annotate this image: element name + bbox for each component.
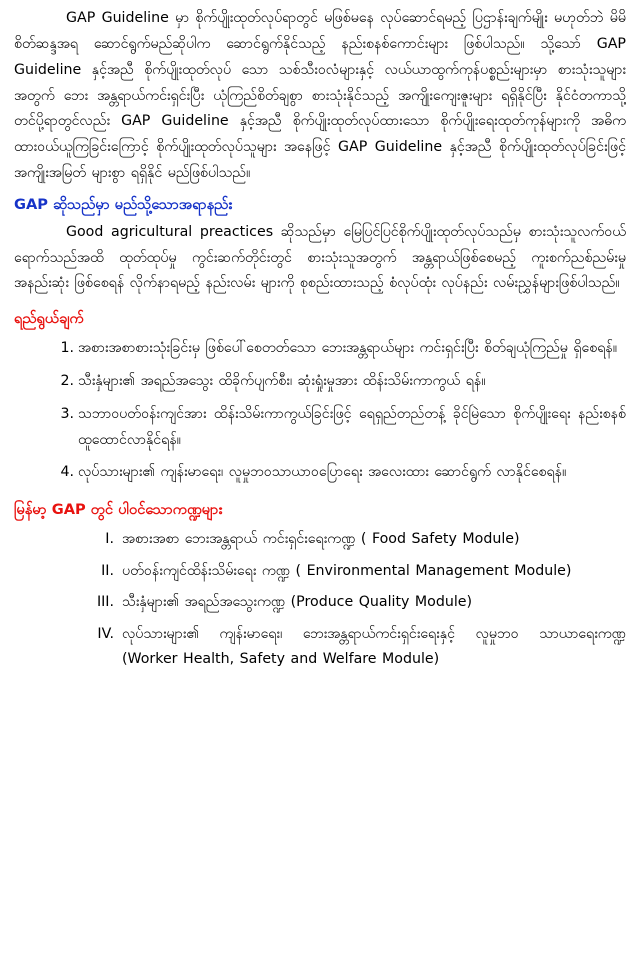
list-marker: 2. xyxy=(60,372,74,389)
section-heading-gap-meaning: GAP ဆိုသည်မှာ မည်သို့သောအရာနည်း xyxy=(14,195,232,213)
list-marker: IV. xyxy=(97,625,114,642)
list-marker: I. xyxy=(105,531,114,548)
list-item xyxy=(14,527,626,553)
intro-paragraph: GAP Guideline မှာ စိုက်ပျိုးထုတ်လုပ်ရာတွင် မဖြစ်မနေ လုပ်ဆောင်ရမည့် ပြဌာန်းချက်မျိုး မဟုတ်ဘဲ မိမိစိတ်ဆန္ဒအရ ဆောင်ရွက်မည်ဆိုပါက ဆောင်ရွက်နိုင်သည့် နည်းစနစ်ကောင်းများ ဖြစ်ပါသည်။ သို့သော် GAP Guideline နှင့်အညီ စိုက်ပျိုးထုတ်လုပ် သော သစ်သီးဝလံများနှင့် လယ်ယာထွက်ကုန်ပစ္စည်းများမှာ စားသုံးသူများအတွက် ဘေး အန္တရာယ်ကင်းရှင်းပြီး ယုံကြည်စိတ်ချစွာ စားသုံးနိုင်သည့် အကျိုးကျေးဇူးများ ရရှိနိုင်ပြီး နိုင်ငံတကာသို့ တင်ပို့ရာတွင်လည်း GAP Guideline နှင့်အညီ စိုက်ပျိုးထုတ်လုပ်ထားသော စိုက်ပျိုးရေးထုတ်ကုန်များကို အဓိကထားဝယ်ယူကြခြင်းကြောင့် စိုက်ပျိုးထုတ်လုပ်သူများ အနေဖြင့် GAP Guideline နှင့်အညီ စိုက်ပျိုးထုတ်လုပ်ခြင်းဖြင့် အကျိုးအမြတ် များစွာ ရရှိနိုင် မည်ဖြစ်ပါသည်။ xyxy=(14,10,626,182)
list-item-text: သီးနှံများ၏ အရည်အသွေးကဏ္ဍ (Produce Quality Module) xyxy=(122,594,473,611)
list-item xyxy=(14,402,626,454)
list-marker: II. xyxy=(101,562,114,579)
objectives-list xyxy=(14,336,626,486)
list-item-text: သဘာဝပတ်ဝန်းကျင်အား ထိန်းသိမ်းကာကွယ်ခြင်းဖြင့် ရေရှည်တည်တန့် ခိုင်မြဲသော စိုက်ပျိုးရေး နည်းစနစ် ထူထောင်လာနိုင်ရန်။ xyxy=(78,405,626,448)
list-marker: 1. xyxy=(60,340,74,357)
section-heading-modules: မြန်မာ့ GAP တွင် ပါဝင်သောကဏ္ဍများ xyxy=(14,501,223,519)
list-marker: 4. xyxy=(60,464,74,481)
list-item xyxy=(14,369,626,395)
list-marker: 3. xyxy=(60,405,74,422)
list-item xyxy=(14,336,626,362)
modules-list xyxy=(14,527,626,673)
list-item xyxy=(14,590,626,616)
list-item-text: သီးနှံများ၏ အရည်အသွေး ထိခိုက်ပျက်စီး၊ ဆုံးရှုံးမှုအား ထိန်းသိမ်းကာကွယ် ရန်။ xyxy=(78,372,486,389)
list-item-text: အစားအစာစားသုံးခြင်းမှ ဖြစ်ပေါ်စေတတ်သော ဘေးအန္တရာယ်များ ကင်းရှင်းပြီး စိတ်ချယုံကြည်မှု ရှိစေရန်။ xyxy=(78,340,618,357)
section-heading-objectives: ရည်ရွယ်ချက် xyxy=(14,310,84,328)
list-item xyxy=(14,559,626,585)
list-item xyxy=(14,460,626,486)
list-item-text: အစားအစာ ဘေးအန္တရာယ် ကင်းရှင်းရေးကဏ္ဍ ( Food Safety Module) xyxy=(122,531,520,548)
list-item-text: လုပ်သားများ၏ ကျန်းမာရေး၊ လူမှုဘဝသာယာဝပြောရေး အလေးထား ဆောင်ရွက် လာနိုင်စေရန်။ xyxy=(78,464,567,481)
list-item-text: ပတ်ဝန်းကျင်ထိန်းသိမ်းရေး ကဏ္ဍ ( Environmental Management Module) xyxy=(122,562,572,579)
list-marker: III. xyxy=(96,594,114,611)
list-item-text: လုပ်သားများ၏ ကျန်းမာရေး၊ ဘေးအန္တရာယ်ကင်းရှင်းရေးနှင့် လူမှုဘဝ သာယာရေးကဏ္ဍ (Worker Health, Safety and Welfare Module) xyxy=(122,625,626,668)
list-item xyxy=(14,622,626,673)
gap-meaning-paragraph: Good agricultural preactices ဆိုသည်မှာ မြေပြင်ပြင်စိုက်ပျိုးထုတ်လုပ်သည်မှ စားသုံးသူလက်ဝယ်ရောက်သည်အထိ ထုတ်ထုပ်မှု ကွင်းဆက်တိုင်းတွင် စားသုံးသူအတွက် အန္တရာယ်ဖြစ်စေမည့် ကူးစက်ညစ်ညမ်းမှု အနည်းဆုံး ဖြစ်စေရန် လိုက်နာရမည့် နည်းလမ်း များကို စုစည်းထားသည့် စံလုပ်ထုံး လုပ်နည်း လမ်းညွှန်များဖြစ်ပါသည်။ xyxy=(14,223,626,292)
